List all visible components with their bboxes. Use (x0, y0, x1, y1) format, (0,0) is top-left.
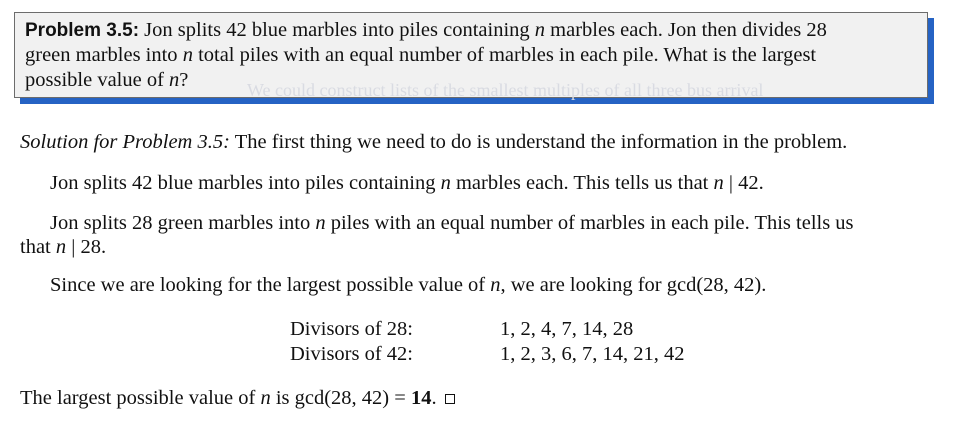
divisors-28-label: Divisors of 28: (290, 318, 413, 340)
variable-n: n (713, 172, 724, 194)
solution-text: Jon splits 28 green marbles into (50, 212, 311, 234)
solution-paragraph-3 (50, 273, 766, 298)
solution-paragraph-1 (50, 171, 764, 196)
variable-n: n (315, 212, 326, 234)
problem-line-1 (25, 18, 917, 43)
solution-intro (20, 130, 847, 155)
solution-paragraph-2 (50, 211, 854, 236)
variable-n: n (534, 19, 546, 41)
problem-text: marbles each. Jon then divides 28 (550, 19, 827, 41)
problem-line-2 (25, 43, 917, 68)
variable-n: n (55, 236, 67, 258)
variable-n: n (490, 274, 501, 296)
solution-text: . (431, 387, 437, 409)
problem-text: ? (179, 69, 189, 91)
divisors-42-values: 1, 2, 3, 6, 7, 14, 21, 42 (500, 343, 685, 365)
solution-text: Since we are looking for the largest possible value of (50, 274, 486, 296)
solution-text: is gcd(28, 42) = (275, 387, 406, 409)
divisors-28-values: 1, 2, 4, 7, 14, 28 (500, 318, 634, 340)
problem-box (14, 12, 928, 98)
problem-text: total piles with an equal number of marbles in each pile. What is the largest (198, 44, 817, 66)
bleed-through-text: We could construct lists of the smallest multiples of all three bus arrival (247, 80, 764, 100)
solution-text: The first thing we need to do is understand the information in the problem. (234, 131, 848, 153)
final-answer: 14 (410, 387, 432, 409)
problem-text: green marbles into (25, 44, 178, 66)
divisors-42-label: Divisors of 42: (290, 343, 413, 365)
solution-text: | 28. (71, 236, 107, 258)
solution-text: | 42. (728, 172, 764, 194)
solution-text: , we are looking for gcd(28, 42). (500, 274, 767, 296)
solution-text: Jon splits 42 blue marbles into piles containing (50, 172, 436, 194)
solution-text: marbles each. This tells us that (455, 172, 709, 194)
solution-label: Solution for Problem 3.5: (20, 131, 230, 153)
qed-square-icon (445, 394, 455, 404)
final-answer-line (20, 386, 455, 411)
solution-text: The largest possible value of (20, 387, 256, 409)
problem-line-3 (25, 68, 917, 93)
problem-text: Jon splits 42 blue marbles into piles containing (144, 19, 530, 41)
solution-text: that (20, 236, 51, 258)
solution-text: piles with an equal number of marbles in each pile. This tells us (330, 212, 854, 234)
variable-n: n (182, 44, 193, 66)
problem-text: possible value of (25, 69, 164, 91)
variable-n: n (260, 387, 271, 409)
problem-label: Problem 3.5: (25, 20, 140, 41)
solution-paragraph-2-cont (20, 235, 106, 260)
variable-n: n (440, 172, 451, 194)
variable-n: n (169, 69, 180, 91)
